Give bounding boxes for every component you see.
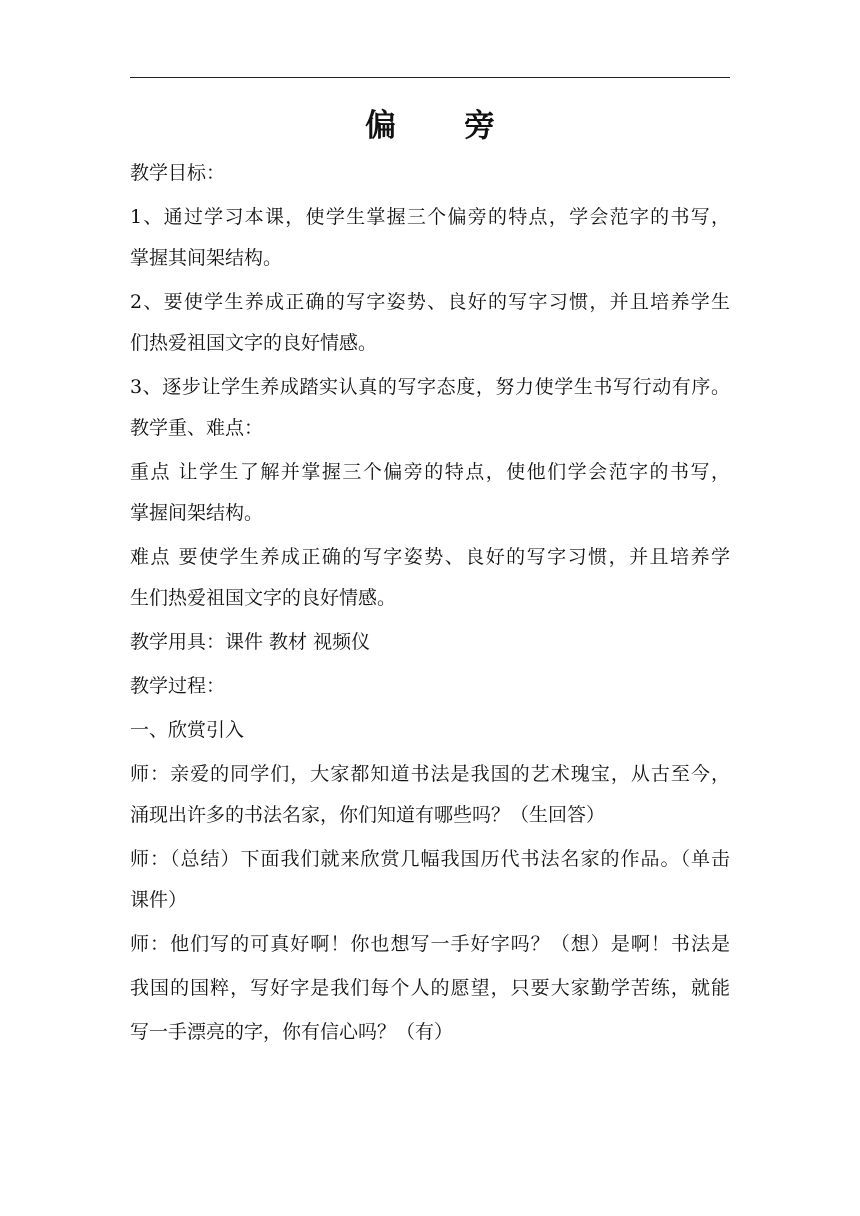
text-line-key-point-a: 重点 让学生了解并掌握三个偏旁的特点，使他们学会范字的书写， (130, 461, 730, 483)
header-rule (130, 77, 730, 78)
document-body (130, 153, 730, 1053)
text-line-objective-3: 3、逐步让学生养成踏实认真的写字态度，努力使学生书写行动有序。 (130, 376, 730, 398)
text-line-difficulty-b: 生们热爱祖国文字的良好情感。 (130, 587, 397, 609)
page-title: 偏旁 (365, 108, 563, 144)
text-line-teaching-tools: 教学用具：课件 教材 视频仪 (130, 631, 371, 653)
text-line-section-1-heading: 一、欣赏引入 (130, 719, 245, 741)
text-line-teacher-3-b: 我国的国粹，写好字是我们每个人的愿望，只要大家勤学苦练，就能 (130, 977, 730, 999)
text-line-objective-2-a: 2、要使学生养成正确的写字姿势、良好的写字习惯，并且培养学生 (130, 291, 730, 313)
text-line-teacher-2-a: 师：（总结）下面我们就来欣赏几幅我国历代书法名家的作品。（单击 (130, 848, 730, 870)
text-line-difficulty-a: 难点 要使学生养成正确的写字姿势、良好的写字习惯，并且培养学 (130, 546, 730, 568)
text-line-key-point-b: 掌握间架结构。 (130, 502, 264, 524)
text-line-teacher-2-b: 课件） (130, 889, 188, 911)
text-line-objective-1-a: 1、通过学习本课，使学生掌握三个偏旁的特点，学会范字的书写， (130, 206, 730, 228)
text-line-teacher-3-c: 写一手漂亮的字，你有信心吗？（有） (130, 1021, 454, 1043)
text-line-objective-2-b: 们热爱祖国文字的良好情感。 (130, 332, 378, 354)
text-line-objective-1-b: 掌握其间架结构。 (130, 247, 283, 269)
text-line-teacher-1-a: 师：亲爱的同学们，大家都知道书法是我国的艺术瑰宝，从古至今， (130, 763, 730, 785)
text-line-key-points-heading: 教学重、难点： (130, 417, 264, 439)
text-line-objectives-heading: 教学目标： (130, 162, 226, 184)
text-line-process-heading: 教学过程： (130, 675, 226, 697)
text-line-teacher-1-b: 涌现出许多的书法名家，你们知道有哪些吗？（生回答） (130, 804, 606, 826)
text-line-teacher-3-a: 师：他们写的可真好啊！你也想写一手好字吗？（想）是啊！书法是 (130, 933, 730, 955)
